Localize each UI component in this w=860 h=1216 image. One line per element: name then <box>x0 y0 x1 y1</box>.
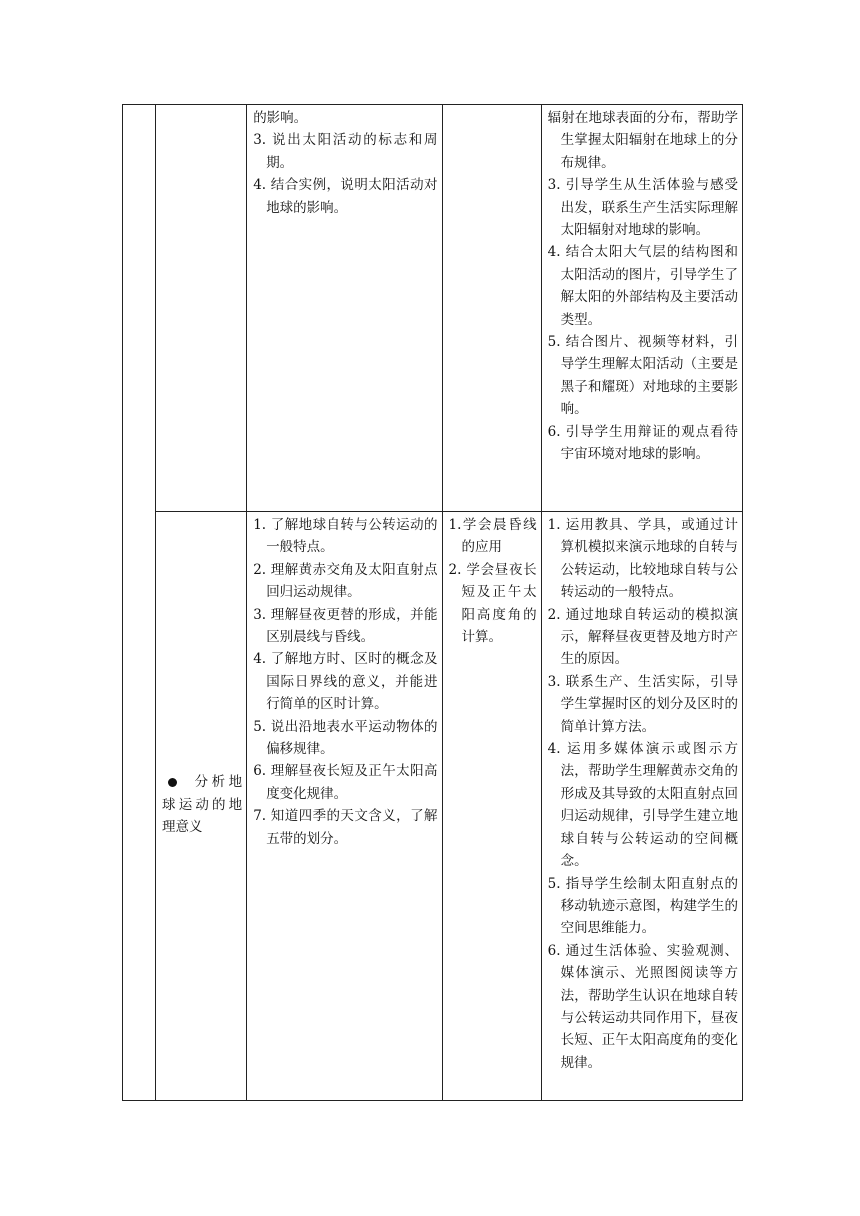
unit-cell <box>123 105 156 1101</box>
method-item: 辐射在地球表面的分布，帮助学生掌握太阳辐射在地球上的分布规律。 <box>547 110 738 171</box>
topic-cell <box>156 512 247 1101</box>
methods-cell <box>541 105 742 512</box>
objective-item: 4. 结合实例，说明太阳活动对地球的影响。 <box>253 177 438 216</box>
topic-label: 分析地球运动的地理意义 <box>162 774 243 836</box>
method-item: 5. 结合图片、视频等材料，引导学生理解太阳活动（主要是黑子和耀斑）对地球的主要影响。 <box>547 334 738 418</box>
methods-cell <box>541 512 742 1101</box>
objective-item: 的影响。 <box>253 110 308 126</box>
bullet-icon <box>168 778 177 787</box>
objective-item: 1. 了解地球自转与公转运动的一般特点。 <box>253 517 438 556</box>
method-item: 6. 引导学生用辩证的观点看待宇宙环境对地球的影响。 <box>547 423 738 463</box>
method-item: 6. 通过生活体验、实验观测、媒体演示、光照图阅读等方法，帮助学生认识在地球自转与公转运动共同作用下，昼夜长短、正午太阳高度角的变化规律。 <box>547 942 738 1071</box>
difficulties-cell <box>442 105 541 512</box>
method-item: 5. 指导学生绘制太阳直射点的移动轨迹示意图，构建学生的空间思维能力。 <box>547 875 738 937</box>
method-item: 4. 结合太阳大气层的结构图和太阳活动的图片，引导学生了解太阳的外部结构及主要活动类型。 <box>547 244 738 328</box>
method-item: 1. 运用教具、学具，或通过计算机模拟来演示地球的自转与公转运动，比较地球自转与公转运动的一般特点。 <box>547 517 738 601</box>
objective-item: 4. 了解地方时、区时的概念及国际日界线的意义，并能进行简单的区时计算。 <box>253 651 438 713</box>
difficulty-item: 2. 学会昼夜长短及正午太阳高度角的计算。 <box>448 561 537 646</box>
difficulties-cell <box>442 512 541 1101</box>
objectives-cell <box>247 105 442 512</box>
objectives-cell <box>247 512 442 1101</box>
method-item: 3. 联系生产、生活实际，引导学生掌握时区的划分及区时的简单计算方法。 <box>547 673 738 735</box>
topic-text <box>162 771 242 838</box>
method-item: 3. 引导学生从生活体验与感受出发，联系生产生活实际理解太阳辐射对地球的影响。 <box>547 177 738 239</box>
topic-cell <box>156 105 247 512</box>
objective-item: 2. 理解黄赤交角及太阳直射点回归运动规律。 <box>253 561 438 601</box>
objective-item: 6. 理解昼夜长短及正午太阳高度变化规律。 <box>253 763 438 802</box>
table-row <box>123 105 743 512</box>
method-item: 2. 通过地球自转运动的模拟演示，解释昼夜更替及地方时产生的原因。 <box>547 606 738 668</box>
table-row <box>123 512 743 1101</box>
objective-item: 3. 说出太阳活动的标志和周期。 <box>253 132 438 171</box>
objective-item: 3. 理解昼夜更替的形成，并能区别晨线与昏线。 <box>253 606 438 646</box>
objective-item: 5. 说出沿地表水平运动物体的偏移规律。 <box>253 718 438 758</box>
difficulty-item: 1.学会晨昏线的应用 <box>448 517 537 556</box>
method-item: 4. 运用多媒体演示或图示方法，帮助学生理解黄赤交角的形成及其导致的太阳直射点回归运动规律，引导学生建立地球自转与公转运动的空间概念。 <box>547 741 738 870</box>
objective-item: 7. 知道四季的天文含义，了解五带的划分。 <box>253 808 438 847</box>
curriculum-table <box>122 104 743 1101</box>
